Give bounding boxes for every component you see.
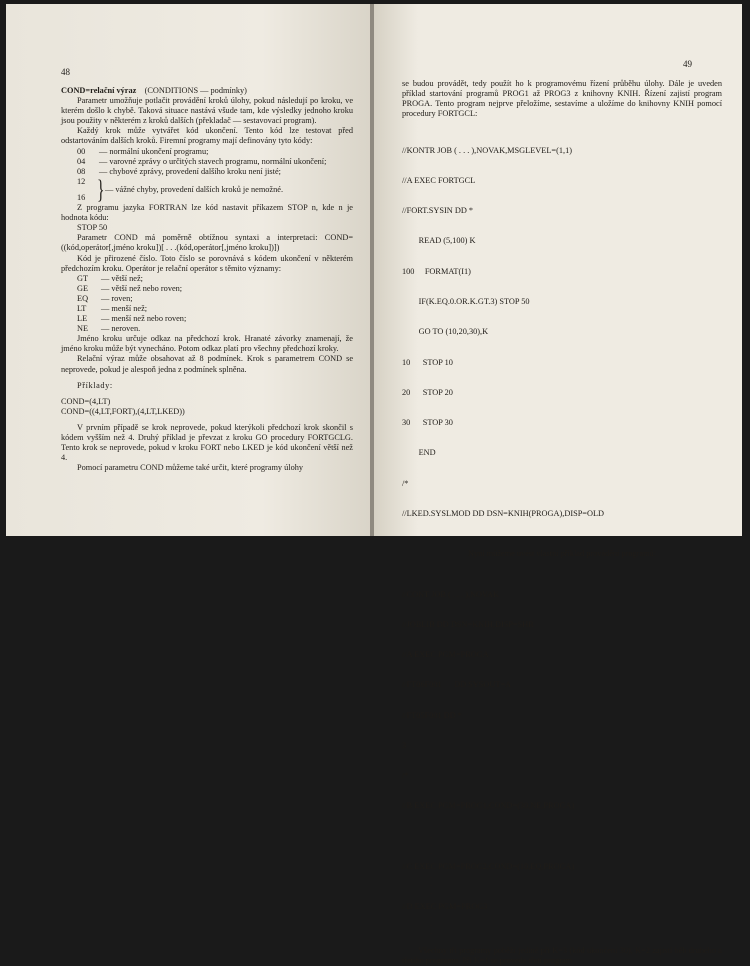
operator-desc: — větší než nebo roven; (101, 283, 183, 293)
listing-line: //FT05F001 DD * (402, 710, 462, 720)
operator-desc: — menší než; (101, 303, 148, 313)
dot: . (430, 886, 433, 896)
operator: LT (77, 303, 87, 313)
heading-term: COND=relační výraz (61, 86, 137, 95)
jcl-listing-1 (402, 125, 722, 539)
centered-line: Nyní můžeme uvést vlastní příklad provádění programů: (467, 549, 657, 559)
jcl-line-d: //D EXEC PGM=PROG3 (402, 901, 488, 911)
examples-label: Příklady: (77, 380, 113, 390)
listing-line: 3 (402, 740, 407, 750)
section-heading (61, 86, 353, 96)
operator-item (61, 304, 353, 314)
operator-item (61, 314, 353, 324)
listing-line: //A EXEC FORTGCL (402, 175, 476, 185)
example-line: COND=(4,LT) (61, 396, 111, 406)
code-desc: — chybové zprávy, provedení dalšího kroku není jisté; (99, 166, 281, 176)
ellipsis-dots (402, 832, 722, 856)
code-item (61, 147, 353, 157)
code-number: 08 (77, 166, 86, 176)
operator: EQ (77, 293, 89, 303)
listing-line: IF(K.EQ.0.OR.K.GT.3) STOP 50 (402, 296, 530, 306)
code-line: STOP 50 (77, 223, 108, 233)
paragraph: Relační výraz může obsahovat až 8 podmínek. Krok s parametrem COND se neprovede, pokud je alespoň jedna z podmínek splněna. (61, 354, 353, 374)
operator: GT (77, 273, 89, 283)
operator-list (61, 274, 353, 335)
heading-en: (CONDITIONS (144, 86, 199, 95)
left-page-content (61, 86, 353, 473)
paragraph: Parametr umožňuje potlačit provádění kroků úlohy, pokud následují po kroku, ve kterém došlo k chybě. Taková situace nastává všude tam, kde výsledky jednoho kroku jsou použity v některém z kroků dalších (překladač — sestavovací program). (61, 96, 353, 126)
listing-line: //A EXEC PGM=PROGA (402, 650, 489, 660)
listing-line: GO TO (10,20,30),K (402, 327, 489, 337)
paragraph: V prvním případě se krok neprovede, pokud kterýkoli předchozí krok skončil s kódem vyšším než 4. Druhý příklad je převzat z kroku GO procedury FORTGCLG. Tento krok se neprovede, pokud v kroku FORT nebo LKED je kód ukončení větší než 4. (61, 422, 353, 463)
paragraph: Každý krok může vytvářet kód ukončení. Tento kód lze testovat před odstartováním dalších kroků. Firemní programy mají definovány tyto kódy: (61, 126, 353, 146)
listing-line: //CONT JOB ( . . . ),NOVAK (402, 589, 499, 599)
listing-line: 100 FORMAT(I1) (402, 266, 471, 276)
code-item (61, 157, 353, 167)
listing-line: 10 STOP 10 (402, 357, 453, 367)
paragraph: Všechny tři programy poběží jedině při K=3 (kód ukončení 30), K=2 zajistí běh druhého a třetího programu. Při K=1 se provede třetí program (402, 945, 722, 966)
heading-cz: — podmínky) (200, 86, 247, 95)
operator: GE (77, 283, 89, 293)
listing-line: //KONTR JOB ( . . . ),NOVAK,MSGLEVEL=(1,1) (402, 145, 572, 155)
operator-desc: — větší než; (101, 273, 143, 283)
listing-line: //B EXEC PGM=PROG1,COND=(30,NE,PROGA) (402, 801, 575, 811)
dot: . (430, 910, 433, 920)
ellipsis-dots (402, 912, 722, 936)
page-number-left: 48 (61, 67, 70, 77)
right-page (374, 4, 742, 966)
code-desc: — vážné chyby, provedení dalších kroků je nemožné. (105, 184, 284, 194)
operator-desc: — roven; (101, 293, 133, 303)
paragraph: Kód je přirozené číslo. Toto číslo se porovnává s kódem ukončení v některém předchozím kroku. Operátor je relační operátor s těmito významy: (61, 253, 353, 273)
code-list (61, 147, 353, 203)
code-number: 16 (77, 192, 86, 202)
dot: . (430, 870, 433, 880)
spacer (402, 559, 722, 569)
operator-item (61, 324, 353, 334)
listing-line: //LKED.SYSLMOD DD DSN=KNIH(PROGA),DISP=OLD (402, 508, 605, 518)
paragraph: Jméno kroku určuje odkaz na předchozí krok. Hranaté závorky znamenají, že jméno kroku může být vynecháno. Potom odkaz platí pro všechny předchozí kroky. (61, 334, 353, 354)
operator: NE (77, 324, 89, 334)
operator-desc: — menší než nebo roven; (101, 314, 187, 324)
paragraph: se budou provádět, tedy použít ho k programovému řízení průběhu úlohy. Dále je uveden příklad startování programů PROG1 až PROG3 z knihovny KNIH. Řízení zajistí program PROGA. Tento program nejprve přeložíme, sestavíme a uložíme do knihovny KNIH pomocí procedury FORTGCL: (402, 79, 722, 119)
dot: . (430, 838, 433, 848)
listing-line: 30 STOP 30 (402, 418, 453, 428)
code-item-bracket (61, 174, 353, 204)
code-numbers (77, 177, 95, 203)
listing-line: //JOBLIB DD DSN=KNIH,DISP=SHR (402, 619, 534, 629)
jcl-listing-2 (402, 569, 722, 831)
operator-item (61, 294, 353, 304)
dot: . (430, 846, 433, 856)
dot: . (430, 918, 433, 928)
code-item (61, 167, 353, 177)
code-number: 00 (77, 146, 86, 156)
example-line: COND=((4,LT,FORT),(4,LT,LKED)) (61, 406, 185, 416)
brace-glyph: } (97, 174, 105, 204)
paragraph: Z programu jazyka FORTRAN lze kód nastavit příkazem STOP n, kde n je hodnota kódu: (61, 203, 353, 223)
code-number: 04 (77, 156, 86, 166)
ellipsis-dots (402, 872, 722, 896)
listing-line: /* (402, 478, 409, 488)
listing-line: READ (5,100) K (402, 236, 476, 246)
paragraph: Pomocí parametru COND můžeme také určit, které programy úlohy (77, 463, 304, 473)
code-number: 12 (77, 176, 86, 186)
dot: . (430, 926, 433, 936)
dot: . (430, 830, 433, 840)
listing-line: /* (402, 771, 409, 781)
jcl-line-c: //C EXEC PGM=PROG2,COND=(10,EQ,PROGA) (402, 861, 575, 871)
spacer (402, 936, 722, 946)
operator-item (61, 284, 353, 294)
code-desc: — varovné zprávy o určitých stavech programu, normální ukončení; (99, 156, 327, 166)
book-spread (6, 4, 742, 966)
dot: . (430, 878, 433, 888)
listing-line: 20 STOP 20 (402, 387, 453, 397)
operator-item (61, 274, 353, 284)
left-page (6, 4, 372, 536)
listing-line: //FORT.SYSIN DD * (402, 206, 474, 216)
right-page-content (402, 79, 722, 966)
page-number-right: 49 (683, 59, 692, 69)
spacer (402, 539, 722, 549)
operator-desc: — neroven. (101, 324, 141, 334)
operator: LE (77, 314, 88, 324)
code-desc: — normální ukončení programu; (99, 146, 209, 156)
listing-line: END (402, 448, 436, 458)
listing-line: //FT06F001 DD SYSOUT=A (402, 680, 512, 690)
paragraph: Parametr COND má poměrně obtížnou syntaxi a interpretaci: COND=((kód,operátor[,jméno kroku])[ . . .(kód,operátor[,jméno kroku])]) (61, 233, 353, 253)
